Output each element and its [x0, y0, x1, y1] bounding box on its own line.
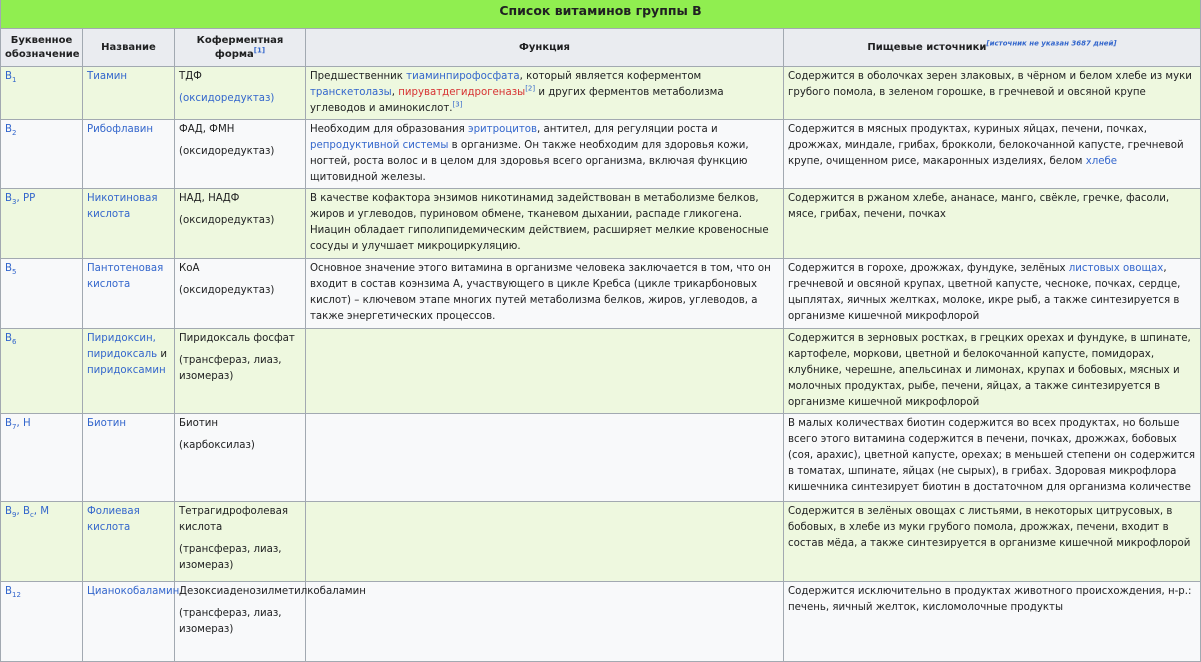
- cell-function: [306, 414, 784, 502]
- function-link[interactable]: тиаминпирофосфата: [406, 71, 520, 82]
- coenzyme-class: (трансфераз, лиаз, изомераз): [179, 544, 282, 571]
- letter-sub: 7: [12, 423, 17, 432]
- source-text: Содержится в ржаном хлебе, ананасе, манго, свёкле, гречке, фасоли, мясе, грибах, печени, почках: [788, 193, 1170, 220]
- function-redlink[interactable]: пируватдегидрогеназы: [398, 87, 526, 98]
- cell-function: [306, 502, 784, 582]
- vitamin-name-link[interactable]: Фолиевая кислота: [87, 506, 140, 533]
- table-row: [1, 189, 1201, 259]
- coenzyme-form: ФАД, ФМН: [179, 124, 235, 135]
- vitamin-name-link[interactable]: Пантотеновая кислота: [87, 263, 164, 290]
- cell-function: [306, 120, 784, 189]
- cell-name: [83, 502, 175, 582]
- gap: [179, 277, 301, 283]
- header-letter: Буквенное обозначение: [1, 29, 83, 67]
- cell-function: [306, 67, 784, 120]
- cell-sources: [784, 189, 1201, 259]
- cell-name: [83, 189, 175, 259]
- letter-extra: , PP: [16, 193, 36, 204]
- cell-function: [306, 329, 784, 414]
- table-row: [1, 502, 1201, 582]
- vitamin-letter[interactable]: [5, 333, 17, 347]
- table-row: [1, 329, 1201, 414]
- function-text: В качестве кофактора энзимов никотинамид задействован в метаболизме белков, жиров и углеводов, пуриновом обмене, тканевом дыхании, распаде гликогена. Ниацин обладает гиполипидемическим действием, расширяет мелкие кровеносные сосуды и улучшает микроциркуляцию.: [310, 193, 769, 252]
- cell-function: [306, 259, 784, 329]
- coenzyme-class: (трансфераз, лиаз, изомераз): [179, 608, 282, 635]
- vitamin-name-link[interactable]: Никотиновая кислота: [87, 193, 158, 220]
- letter-base: B: [5, 263, 12, 274]
- cell-letter: [1, 329, 83, 414]
- letter-sub: 3: [12, 198, 17, 207]
- gap: [179, 536, 301, 542]
- letter-sub: 1: [12, 76, 17, 85]
- coenzyme-form: ТДФ: [179, 71, 202, 82]
- vitamin-name-link[interactable]: Биотин: [87, 418, 127, 429]
- cell-letter: [1, 67, 83, 120]
- cell-sources: [784, 259, 1201, 329]
- gap: [179, 85, 301, 91]
- coenzyme-form: Дезоксиаденозилметилкобаламин: [179, 586, 366, 597]
- reference-link[interactable]: [2]: [525, 84, 536, 93]
- vitamin-name-link[interactable]: Пиридоксин, пиридоксаль: [87, 333, 158, 360]
- coenzyme-class: (трансфераз, лиаз, изомераз): [179, 355, 282, 382]
- cell-letter: [1, 120, 83, 189]
- vitamin-name-link[interactable]: Цианокобаламин: [87, 586, 180, 597]
- header-name: Название: [83, 29, 175, 67]
- cell-function: [306, 582, 784, 662]
- function-link[interactable]: эритроцитов: [468, 124, 538, 135]
- source-text: Содержится в зерновых ростках, в грецких орехах и фундуке, в шпинате, картофеле, моркови, цветной и белокочанной капусте, помидорах, клубнике, черешне, апельсинах и лимонах, крупах и бобовых, мясных и молочных продуктах, рыбе, печени, яйцах, а также синтезируется в организме кишечной микрофлорой: [788, 333, 1191, 408]
- cell-coenzyme: [175, 502, 306, 582]
- vitamin-name-link[interactable]: Рибофлавин: [87, 124, 154, 135]
- coenzyme-form: Биотин: [179, 418, 219, 429]
- cell-name: [83, 414, 175, 502]
- gap: [179, 207, 301, 213]
- source-text: Содержится в оболочках зерен злаковых, в чёрном и белом хлебе из муки грубого помола, в зеленом горошке, в гречневой и овсяной крупе: [788, 71, 1192, 98]
- cell-sources: [784, 582, 1201, 662]
- letter-extra: , H: [16, 418, 31, 429]
- letter-sub: 6: [12, 338, 17, 347]
- letter-sub: 5: [12, 268, 17, 277]
- function-text: Необходим для образования: [310, 124, 468, 135]
- source-text: Содержится в горохе, дрожжах, фундуке, зелёных: [788, 263, 1069, 274]
- cell-sources: [784, 329, 1201, 414]
- letter-base: B: [5, 586, 12, 597]
- function-text: ,: [391, 87, 399, 98]
- cell-sources: [784, 414, 1201, 502]
- table-title: Список витаминов группы B: [1, 0, 1201, 29]
- cell-name: [83, 120, 175, 189]
- vitamin-letter[interactable]: [5, 193, 36, 207]
- cell-letter: [1, 189, 83, 259]
- cell-name: [83, 582, 180, 662]
- gap: [179, 138, 301, 144]
- header-sources-note[interactable]: [источник не указан 3687 дней]: [986, 39, 1117, 48]
- vitamin-letter[interactable]: [5, 124, 17, 138]
- cell-letter: [1, 414, 83, 502]
- table-row: [1, 582, 1201, 662]
- letter-base: B: [5, 333, 12, 344]
- letter-sub: 9: [12, 511, 17, 520]
- coenzyme-class: (карбоксилаз): [179, 440, 255, 451]
- letter-sub: 12: [12, 591, 21, 600]
- function-text: и других ферментов метаболизма углеводов и аминокислот.: [310, 87, 724, 114]
- table-row: [1, 120, 1201, 189]
- cell-coenzyme: [175, 120, 306, 189]
- function-link[interactable]: репродуктивной системы: [310, 140, 449, 151]
- cell-letter: [1, 502, 83, 582]
- function-text: в организме. Он также необходим для здоровья кожи, ногтей, роста волос и в целом для здоровья всего организма, включая функцию щитовидной железы.: [310, 140, 749, 183]
- vitamin-name-link[interactable]: пиридоксамин: [87, 365, 166, 376]
- letter-base: B: [5, 418, 12, 429]
- coenzyme-class: (оксидоредуктаз): [179, 146, 275, 157]
- letter-base: B: [5, 193, 12, 204]
- gap: [179, 432, 301, 438]
- cell-sources: [784, 67, 1201, 120]
- vitamin-letter[interactable]: [5, 71, 17, 85]
- source-text: Содержится в мясных продуктах, куриных яйцах, печени, почках, дрожжах, миндале, грибах, брокколи, белокочанной капусте, гречневой крупе, очищенном рисе, макаронных изделиях, белом: [788, 124, 1184, 167]
- cell-coenzyme: [175, 329, 306, 414]
- cell-function: [306, 189, 784, 259]
- coenzyme-form: Тетрагидрофолевая кислота: [179, 506, 288, 533]
- letter-base: B: [5, 71, 12, 82]
- source-link[interactable]: хлебе: [1085, 156, 1118, 167]
- table-body: [1, 67, 1201, 662]
- reference-link[interactable]: [3]: [452, 100, 463, 109]
- letter-extra-2: , M: [33, 506, 50, 517]
- cell-coenzyme: [175, 67, 306, 120]
- header-sources: [784, 29, 1201, 67]
- gap: [179, 600, 301, 606]
- cell-letter: [1, 582, 83, 662]
- source-link[interactable]: листовых овощах: [1068, 263, 1164, 274]
- cell-name: [83, 259, 175, 329]
- cell-sources: [784, 120, 1201, 189]
- coenzyme-form: НАД, НАДФ: [179, 193, 240, 204]
- gap: [179, 347, 301, 353]
- table-row: [1, 67, 1201, 120]
- coenzyme-class: (оксидоредуктаз): [179, 215, 275, 226]
- letter-sub: 2: [12, 129, 17, 138]
- cell-coenzyme: [175, 582, 366, 662]
- letter-extra: , B: [16, 506, 30, 517]
- cell-letter: [1, 259, 83, 329]
- vitamin-name-link[interactable]: Тиамин: [87, 71, 128, 82]
- function-text: Основное значение этого витамина в организме человека заключается в том, что он входит в состав коэнзима А, участвующего в цикле Кребса (цикле трикарбоновых кислот) – ключевом этапе многих путей метаболизма белков, жиров, углеводов, а также энергетических процессов.: [310, 263, 771, 322]
- header-coenzyme: [175, 29, 306, 67]
- header-function: Функция: [306, 29, 784, 67]
- source-text: , гречневой и овсяной крупах, цветной капусте, чесноке, почках, сердце, цыплятах, яичных желтках, молоке, икре рыб, а также синтезируется в организме кишечной микрофлорой: [788, 263, 1181, 322]
- function-text: , антител, для регуляции роста и: [537, 124, 718, 135]
- coenzyme-form: КоА: [179, 263, 200, 274]
- cell-coenzyme: [175, 414, 306, 502]
- letter-base: B: [5, 124, 12, 135]
- vitamin-letter[interactable]: [5, 263, 17, 277]
- table-row: [1, 414, 1201, 502]
- source-text: Содержится исключительно в продуктах животного происхождения, н-р.: печень, яичный желток, кисломолочные продукты: [788, 586, 1192, 613]
- vitamin-letter[interactable]: [5, 586, 21, 600]
- source-text: Содержится в зелёных овощах с листьями, в некоторых цитрусовых, в бобовых, в хлебе из муки грубого помола, дрожжах, печени, входит в состав мёда, а также синтезируется в организме кишечной микрофлорой: [788, 506, 1191, 549]
- coenzyme-form: Пиридоксаль фосфат: [179, 333, 295, 344]
- function-link[interactable]: транскетолазы: [310, 87, 392, 98]
- vitamin-letter[interactable]: [5, 506, 50, 520]
- cell-coenzyme: [175, 189, 306, 259]
- function-text: Предшественник: [310, 71, 407, 82]
- function-text: , который является коферментом: [519, 71, 702, 82]
- table-row: [1, 259, 1201, 329]
- cell-name: [83, 67, 175, 120]
- letter-base: B: [5, 506, 12, 517]
- vitamin-letter[interactable]: [5, 418, 31, 432]
- coenzyme-class: (оксидоредуктаз): [179, 285, 275, 296]
- header-sources-label: Пищевые источники: [867, 41, 987, 53]
- cell-coenzyme: [175, 259, 306, 329]
- cell-sources: [784, 502, 1201, 582]
- vitamin-name-text: и: [157, 349, 168, 360]
- source-text: В малых количествах биотин содержится во всех продуктах, но больше всего этого витамина содержится в печени, почках, дрожжах, бобовых (соя, арахис), цветной капусте, орехах; в меньшей степени он содержится в томатах, шпинате, яйцах (не сырых), в грибах. Здоровая микрофлора кишечника синтезирует биотин в достаточном для организма количестве: [788, 418, 1196, 493]
- coenzyme-class[interactable]: (оксидоредуктаз): [179, 93, 275, 104]
- header-coenzyme-ref[interactable]: [1]: [253, 46, 266, 55]
- cell-name: [83, 329, 175, 414]
- letter-sub-2: c: [29, 511, 34, 520]
- header-coenzyme-label: Коферментная форма: [196, 34, 284, 60]
